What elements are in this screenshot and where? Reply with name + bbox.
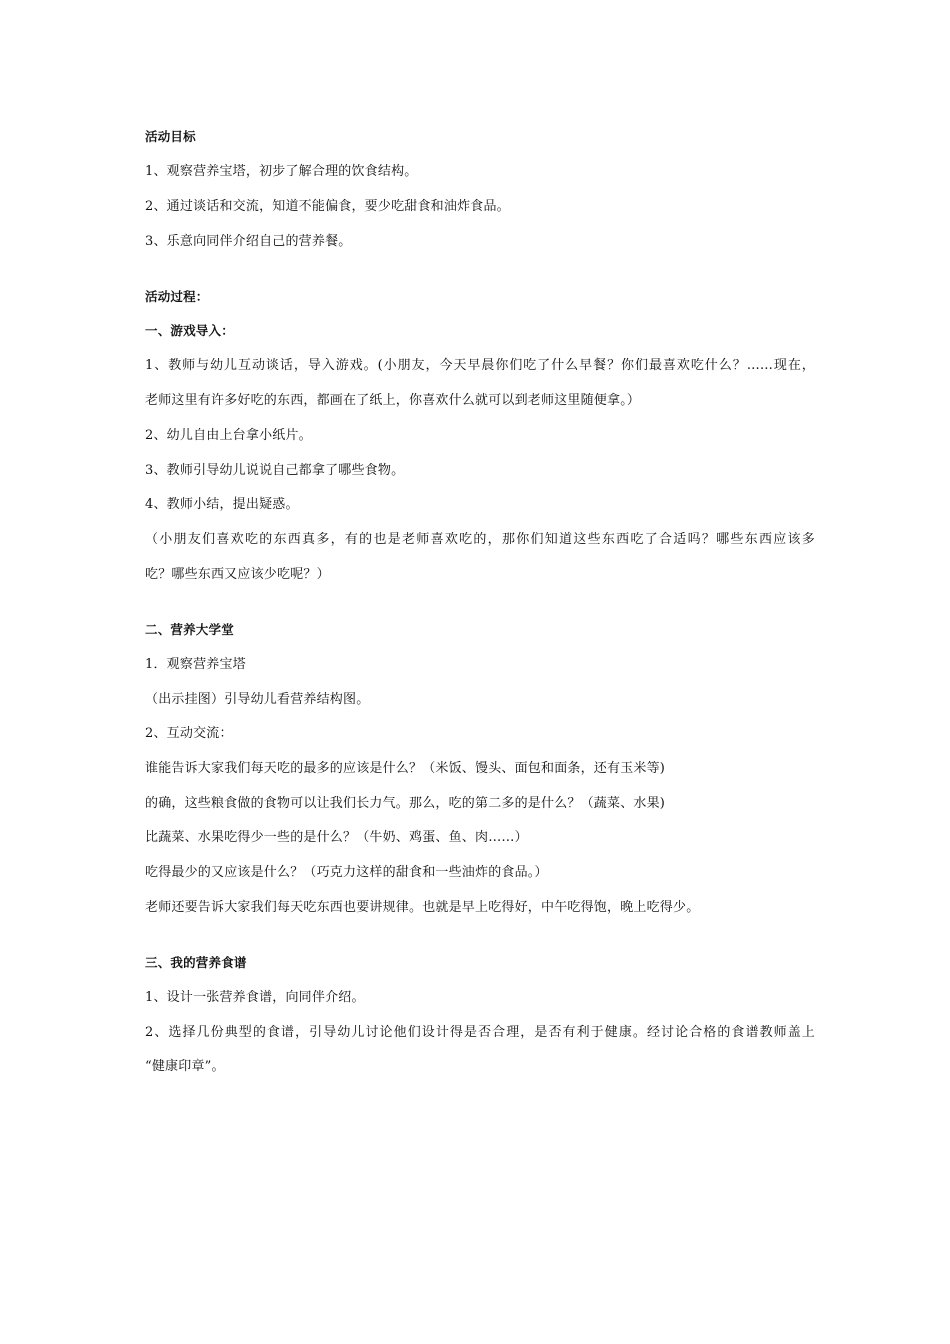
section2-paragraph-6: 比蔬菜、水果吃得少一些的是什么？（牛奶、鸡蛋、鱼、肉……） (145, 830, 528, 845)
goals-heading: 活动目标 (145, 129, 196, 144)
goal-item-3: 3、乐意向同伴介绍自己的营养餐。 (145, 234, 352, 249)
section1-paragraph-1b: 老师这里有许多好吃的东西，都画在了纸上，你喜欢什么就可以到老师这里随便拿。） (145, 393, 641, 408)
section1-paragraph-1a: 1、教师与幼儿互动谈话，导入游戏。(小朋友，今天早晨你们吃了什么早餐？你们最喜欢吃什么？……现在， (145, 358, 815, 373)
goal-item-1: 1、观察营养宝塔，初步了解合理的饮食结构。 (145, 164, 418, 179)
section1-paragraph-5a: （小朋友们喜欢吃的东西真多，有的也是老师喜欢吃的，那你们知道这些东西吃了合适吗？哪些东西应该多 (145, 532, 815, 547)
section2-paragraph-7: 吃得最少的又应该是什么？（巧克力这样的甜食和一些油炸的食品。） (145, 865, 548, 880)
section3-heading: 三、我的营养食谱 (145, 955, 247, 970)
section1-heading: 一、游戏导入： (145, 323, 234, 338)
section1-paragraph-5b: 吃？哪些东西又应该少吃呢？） (145, 567, 330, 582)
section1-paragraph-4: 4、教师小结，提出疑惑。 (145, 497, 299, 512)
section2-heading: 二、营养大学堂 (145, 622, 234, 637)
section2-paragraph-4: 谁能告诉大家我们每天吃的最多的应该是什么？（米饭、馒头、面包和面条，还有玉米等) (145, 761, 666, 776)
section3-paragraph-2b: “健康印章”。 (145, 1059, 225, 1074)
section1-paragraph-2: 2、幼儿自由上台拿小纸片。 (145, 428, 312, 443)
section2-paragraph-8: 老师还要告诉大家我们每天吃东西也要讲规律。也就是早上吃得好，中午吃得饱，晚上吃得少。 (145, 900, 700, 915)
process-heading: 活动过程： (145, 289, 209, 304)
section2-paragraph-5: 的确，这些粮食做的食物可以让我们长力气。那么，吃的第二多的是什么？（蔬菜、水果) (145, 796, 666, 811)
section2-paragraph-3: 2、互动交流： (145, 726, 233, 741)
section1-paragraph-3: 3、教师引导幼儿说说自己都拿了哪些食物。 (145, 463, 405, 478)
goal-item-2: 2、通过谈话和交流，知道不能偏食，要少吃甜食和油炸食品。 (145, 199, 510, 214)
section3-paragraph-1: 1、设计一张营养食谱，向同伴介绍。 (145, 990, 365, 1005)
section3-paragraph-2a: 2、选择几份典型的食谱，引导幼儿讨论他们设计得是否合理，是否有利于健康。经讨论合格的食谱教师盖上 (145, 1025, 815, 1040)
section2-paragraph-2: （出示挂图）引导幼儿看营养结构图。 (145, 692, 370, 707)
section2-paragraph-1: 1．观察营养宝塔 (145, 657, 246, 672)
